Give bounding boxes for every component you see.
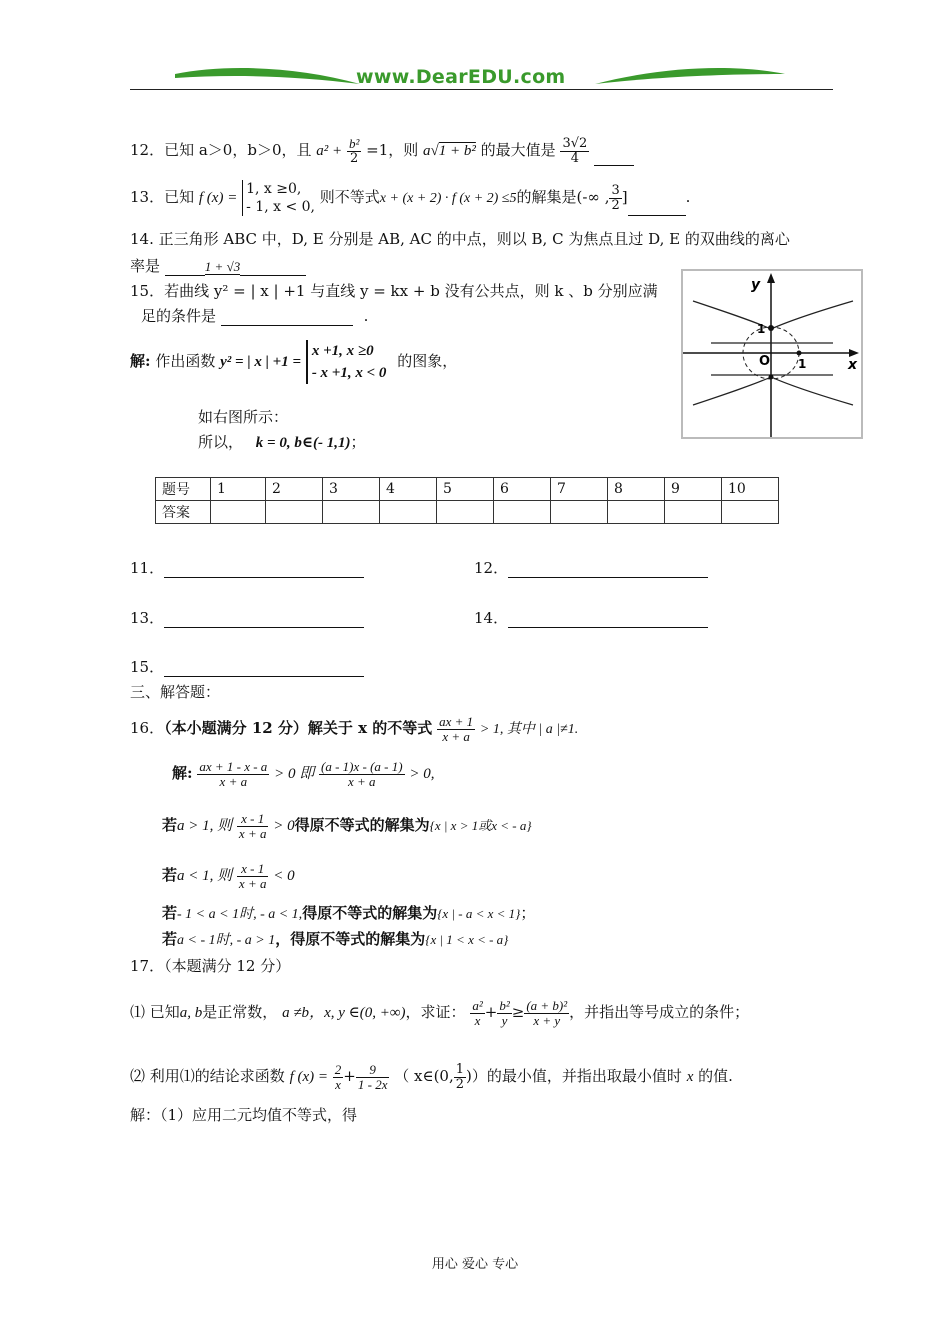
q16-step3-frac: $\frac{x - 1}{x + a}$ <box>238 860 267 891</box>
q13-text-a: 已知 <box>164 188 195 206</box>
q16-head-end: > 1, 其中 | a |≠1. <box>479 722 579 737</box>
q17-p2-x: x <box>686 1069 694 1085</box>
q12-blank <box>594 165 634 166</box>
graph-label-y: y <box>751 277 761 293</box>
q16-step3-ruo: 若 <box>162 866 178 884</box>
table-num-5: 5 <box>437 478 494 501</box>
q15-solution-prefix: 所以， <box>198 433 244 451</box>
q16-step3-cond: a < 1, 则 <box>177 868 233 884</box>
q16-step1-frac2: $\frac{(a - 1)x - (a - 1)}{x + a}$ <box>321 758 403 789</box>
q15-solution-label: 解: <box>130 352 151 370</box>
header-rule <box>130 89 833 90</box>
answer-cell-4[interactable] <box>380 501 437 524</box>
section-3-title: 三、解答题： <box>130 683 221 701</box>
q16-step1-end: > 0, <box>409 766 435 782</box>
answer-cell-2[interactable] <box>266 501 323 524</box>
q16-solution-step1 <box>172 753 434 794</box>
q16-step4-text: 得原不等式的解集为 <box>302 904 438 922</box>
q12-expr: a√1 + b² <box>423 143 476 159</box>
answer-table-header-row <box>156 478 779 501</box>
q16-step4-set: {x | - a < x < 1} <box>437 906 521 921</box>
header-swoosh-right <box>595 64 785 90</box>
q16-step4-end: ； <box>520 904 536 922</box>
answer-cell-9[interactable] <box>665 501 722 524</box>
q12-frac-b2-2: $\frac{\text{b²}}{2}$ <box>348 135 360 166</box>
header-swoosh-left <box>175 64 365 90</box>
q16-step1-frac: $\frac{ax + 1 - x - a}{x + a}$ <box>199 758 268 789</box>
q15-solution-cases: x +1, x ≥0 - x +1, x < 0 <box>306 340 387 384</box>
table-num-4: 4 <box>380 478 437 501</box>
q17-p1-ab: a, b <box>179 1005 203 1021</box>
q17-p2-end2: 的值. <box>698 1067 733 1085</box>
q17-p2-domain-frac: $\frac{1}{2}$ <box>455 1061 465 1092</box>
q12-answer: $\frac{3√2}{4}$ <box>562 135 588 166</box>
table-num-9: 9 <box>665 478 722 501</box>
q16-solution-step3 <box>162 855 295 896</box>
q13-period: . <box>685 188 691 206</box>
q12-a2: a² + <box>316 143 343 159</box>
blank-line-13[interactable]: 13． <box>130 607 364 628</box>
graph-label-1y: 1 <box>757 322 766 336</box>
q16-step2-cond: a > 1, 则 <box>177 818 233 834</box>
hyperbola-graph <box>681 269 863 439</box>
q14-blank-right <box>240 275 306 276</box>
q14-answer: 1 + √3 <box>204 259 241 274</box>
q16-step3-rel: < 0 <box>273 868 295 884</box>
q17-frac-b2y: $\frac{\text{b²}}{y}$ <box>499 997 510 1028</box>
q17-p1-end: ，并指出等号成立的条件； <box>569 1003 750 1021</box>
answer-cell-5[interactable] <box>437 501 494 524</box>
q17-frac-rhs: $\frac{\text{(a + b)²}}{x + y}$ <box>526 997 568 1028</box>
q16-step2-rel: > 0 <box>273 818 295 834</box>
q13-answer-left: (-∞ , <box>576 188 610 206</box>
question-12 <box>130 136 634 166</box>
question-14-line2 <box>130 255 306 276</box>
q17-p1-c: a ≠b <box>282 1005 310 1021</box>
question-15-line1: 15．若曲线 y² = | x | +1 与直线 y = kx + b 没有公共点，则 k 、b 分别应满 <box>130 282 658 300</box>
table-num-1: 1 <box>211 478 266 501</box>
blank-line-14[interactable]: 14． <box>474 607 708 628</box>
q16-solution-label: 解: <box>172 764 193 782</box>
q15-line2-text: 足的条件是 <box>141 307 217 325</box>
q13-text-c: 的解集是 <box>516 188 577 206</box>
q13-func: f (x) = <box>198 190 238 206</box>
q17-frac-a2x: $\frac{\text{a²}}{x}$ <box>472 997 483 1028</box>
q16-step5-cond: a < - 1时, - a > 1 <box>177 933 276 948</box>
q13-number: 13． <box>130 188 165 206</box>
question-17-title: 17．（本题满分 12 分） <box>130 957 291 975</box>
table-label-daan: 答案 <box>156 501 211 524</box>
q16-step5-set: {x | 1 < x < - a} <box>425 932 509 947</box>
table-num-2: 2 <box>266 478 323 501</box>
q16-head: （本小题满分 12 分）解关于 x 的不等式 <box>164 719 433 737</box>
q15-blank <box>221 325 353 326</box>
q13-cases: 1, x ≥0, - 1, x < 0, <box>242 180 315 216</box>
q15-line2-end: . <box>363 307 369 325</box>
answer-cell-1[interactable] <box>211 501 266 524</box>
q13-answer-frac: $\frac{3}{2}$ <box>611 182 620 213</box>
q17-p2-domain-b: ) <box>466 1067 472 1085</box>
table-num-10: 10 <box>722 478 779 501</box>
q17-p2-func: f (x) = <box>289 1069 328 1085</box>
q15-solution-line2: 如右图所示： <box>198 408 289 426</box>
answer-cell-7[interactable] <box>551 501 608 524</box>
q16-solution-step4 <box>162 902 535 923</box>
question-16 <box>130 708 578 750</box>
q13-answer-right: ] <box>621 188 628 206</box>
q13-inequality: x + (x + 2) · f (x + 2) ≤5 <box>379 191 517 206</box>
answer-cell-10[interactable] <box>722 501 779 524</box>
q13-blank <box>628 215 686 216</box>
q16-step2-set: {x | x > 1或x < - a} <box>429 818 532 833</box>
q12-number: 12． <box>130 141 165 159</box>
answer-cell-8[interactable] <box>608 501 665 524</box>
q15-solution-text: 作出函数 <box>155 352 216 370</box>
q16-solution-step5 <box>162 928 508 949</box>
q17-p2-a: ⑵ 利用⑴的结论求函数 <box>130 1067 285 1085</box>
q15-solution-answer: k = 0, b∈(- 1,1) <box>255 435 351 451</box>
q12-text-b: 的最大值是 <box>480 141 556 159</box>
q13-text-b: 则不等式 <box>319 188 380 206</box>
q16-step5-text: ，得原不等式的解集为 <box>275 930 426 948</box>
q15-solution-line1 <box>130 340 457 384</box>
q17-part2 <box>130 1054 733 1099</box>
q16-frac: $\frac{ax + 1}{x + a}$ <box>439 713 474 744</box>
header-logo-text: www.DearEDU.com <box>356 66 566 88</box>
table-num-8: 8 <box>608 478 665 501</box>
question-15-line2 <box>141 305 368 326</box>
q15-solution-end: 的图象， <box>397 352 458 370</box>
table-num-3: 3 <box>323 478 380 501</box>
table-num-7: 7 <box>551 478 608 501</box>
q17-solution-start: 解：（1）应用二元均值不等式，得 <box>130 1106 358 1124</box>
graph-label-x: x <box>848 357 858 373</box>
q15-solution-func: y² = | x | +1 = <box>220 354 302 370</box>
q16-solution-step2 <box>162 805 532 846</box>
graph-svg <box>683 271 861 437</box>
answer-cell-6[interactable] <box>494 501 551 524</box>
q16-step1-mid: > 0 即 <box>274 766 315 782</box>
graph-label-1x: 1 <box>798 357 807 371</box>
q15-solution-semicolon: ； <box>350 433 366 451</box>
q16-number: 16． <box>130 719 165 737</box>
table-label-tihao: 题号 <box>156 478 211 501</box>
q16-step2-frac: $\frac{x - 1}{x + a}$ <box>238 810 267 841</box>
q17-p2-end: ）的最小值，并指出取最小值时 <box>471 1067 682 1085</box>
q17-p2-frac2: $\frac{9}{1 - 2x}$ <box>357 1061 388 1092</box>
q16-step2-ruo: 若 <box>162 816 178 834</box>
q17-p1-a: ⑴ 已知 <box>130 1003 180 1021</box>
answer-table-answer-row <box>156 501 779 524</box>
q17-p2-plus: + <box>343 1067 356 1085</box>
question-14-line1: 14. 正三角形 ABC 中，D, E 分别是 AB, AC 的中点，则以 B, C 为焦点且过 D, E 的双曲线的离心 <box>130 230 790 248</box>
blank-line-11[interactable]: 11． <box>130 557 364 578</box>
q16-step4-ruo: 若 <box>162 904 178 922</box>
q17-p1-b: 是正常数， <box>202 1003 278 1021</box>
q15-solution-line3 <box>198 431 365 452</box>
page-footer: 用心 爱心 专心 <box>431 1257 519 1272</box>
q17-part1: ⑴ 已知a, b是正常数， a ≠b，x, y ∈(0, +∞)，求证： $\frac{\text{a²}}{x}$ + $\frac{\text{b²}}{y}$ ≥ $\frac{\text{(a + b)²}}{x + y}$ ，并指出等号成立的条件； <box>130 997 750 1028</box>
table-num-6: 6 <box>494 478 551 501</box>
q14-prefix: 率是 <box>130 257 161 275</box>
q17-p2-domain-a: （ x∈(0, <box>394 1067 454 1085</box>
q16-step5-ruo: 若 <box>162 930 178 948</box>
q14-blank-left <box>165 275 205 276</box>
graph-label-origin: O <box>759 354 771 369</box>
question-13 <box>130 180 690 216</box>
answer-cell-3[interactable] <box>323 501 380 524</box>
answer-table <box>155 477 779 524</box>
q12-text-a: 已知 a＞0，b＞0，且 <box>164 141 312 159</box>
q17-p1-e: ，求证： <box>405 1003 466 1021</box>
q16-step2-text: 得原不等式的解集为 <box>294 816 430 834</box>
q17-p1-d: ，x, y ∈(0, +∞) <box>309 1005 406 1021</box>
q17-p2-frac1: $\frac{2}{x}$ <box>334 1061 342 1092</box>
blank-line-12[interactable]: 12． <box>474 557 708 578</box>
blank-line-15[interactable]: 15． <box>130 656 364 677</box>
q12-eq-part: =1，则 <box>366 141 419 159</box>
q16-step4-cond: - 1 < a < 1时, - a < 1, <box>177 907 303 922</box>
